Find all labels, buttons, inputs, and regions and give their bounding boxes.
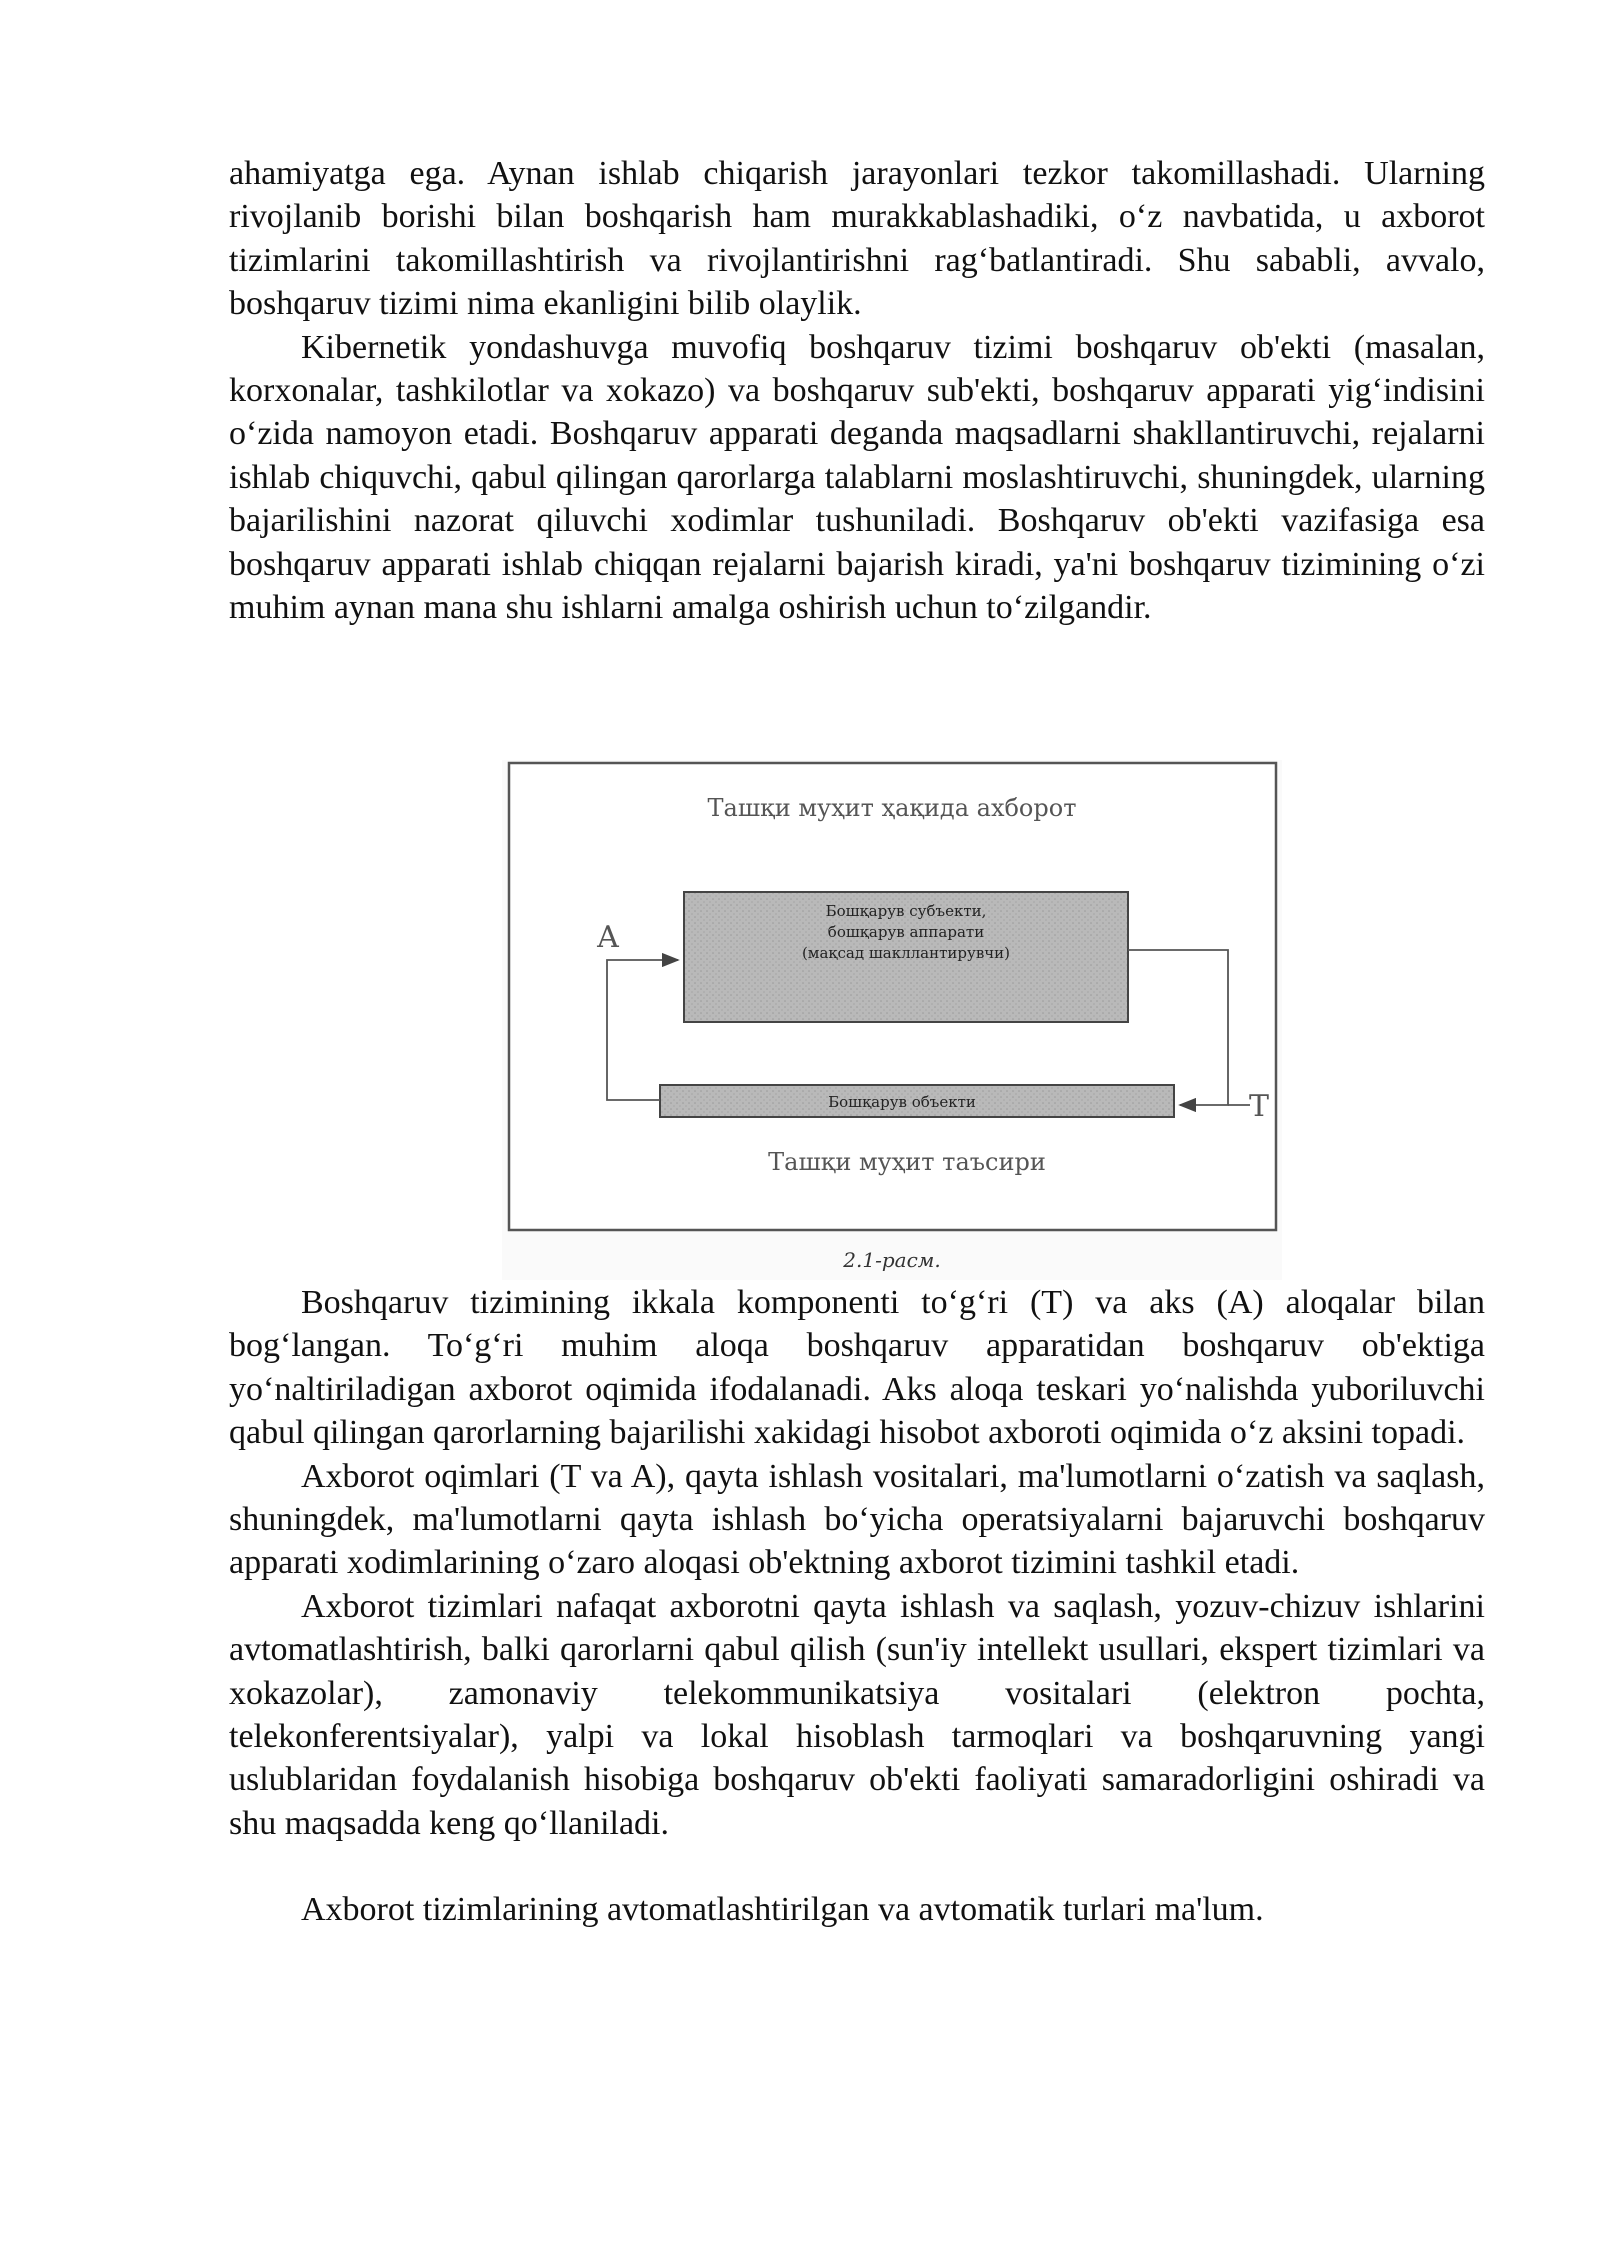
direct-label-t: T (1248, 1089, 1270, 1124)
subject-box-line-2: бошқарув аппарати (827, 923, 985, 941)
external-environment-info-label: Ташқи муҳит ҳақида ахборот (707, 794, 1077, 822)
paragraph: Kibernetik yondashuvga muvofiq boshqaruv tizimi boshqaruv ob'ekti (masalan, korxonalar, tashkilotlar va xokazo) va boshqaruv sub'ekti, boshqaruv apparati yig‘indisini o‘zida namoyon etadi. Boshqaruv apparati deganda maqsadlarni shakllantiruvchi, rejalarni ishlab chiquvchi, qabul qilingan qarorlarga talablarni moslashtiruvchi, shuningdek, ularning bajarilishini nazorat qiluvchi xodimlar tushuniladi. Boshqaruv ob'ekti vazifasiga esa boshqaruv apparati ishlab chiqqan rejalarni bajarish kiradi, ya'ni boshqaruv tizimining o‘zi muhim aynan mana shu ishlarni amalga oshirish uchun to‘zilgandir. (229, 328, 1485, 627)
diagram-canvas (502, 760, 1282, 1250)
paragraph-gap (229, 1845, 1485, 1888)
subject-box-line-3: (мақсад шакллантирувчи) (801, 944, 1011, 962)
feedback-label-a: A (597, 920, 619, 955)
figure-caption: 2.1-расм. (843, 1248, 941, 1272)
paragraph-continued: ahamiyatga ega. Aynan ishlab chiqarish jarayonlari tezkor takomillashadi. Ularning rivojlanib borishi bilan boshqarish ham murakkablashadiki, o‘z navbatida, u axborot tizimlarini takomillashtirish va rivojlantirishni rag‘batlantiradi. Shu sababli, avvalo, boshqaruv tizimi nima ekanligini bilib olaylik. (229, 155, 1485, 323)
text-block-top (229, 152, 1485, 629)
paragraph: Axborot oqimlari (T va A), qayta ishlash vositalari, ma'lumotlarni o‘zatish va saqlash, shuningdek, ma'lumotlarni qayta ishlash bo‘yicha operatsiyalarni bajaruvchi boshqaruv apparati xodimlarining o‘zaro aloqasi ob'ektning axborot tizimini tashkil etadi. (229, 1457, 1485, 1582)
paragraph: Axborot tizimlarining avtomatlashtirilgan va avtomatik turlari ma'lum. (301, 1891, 1264, 1929)
control-system-diagram (502, 760, 1282, 1280)
paragraph: Axborot tizimlari nafaqat axborotni qayta ishlash va saqlash, yozuv-chizuv ishlarini avtomatlashtirish, balki qarorlarni qabul qilish (sun'iy intellekt usullari, ekspert tizimlari va xokazolar), zamonaviy telekommunikatsiya vositalari (elektron pochta, telekonferentsiyalar), yalpi va lokal hisoblash tarmoqlari va boshqaruvning yangi uslublaridan foydalanish hisobiga boshqaruv ob'ekti faoliyati samaradorligini oshiradi va shu maqsadda keng qo‘llaniladi. (229, 1587, 1485, 1842)
paragraph: Boshqaruv tizimining ikkala komponenti to‘g‘ri (T) va aks (A) aloqalar bilan bog‘langan. To‘g‘ri muhim aloqa boshqaruv apparatidan boshqaruv ob'ektiga yo‘naltiriladigan axborot oqimida ifodalanadi. Aks aloqa teskari yo‘nalishda yuboriluvchi qabul qilingan qarorlarning bajarilishi xakidagi hisobot axboroti oqimida o‘z aksini topadi. (229, 1284, 1485, 1452)
external-environment-impact-label: Ташқи муҳит таъсири (768, 1148, 1046, 1176)
text-block-bottom (229, 1281, 1485, 1932)
subject-box-line-1: Бошқарув субъекти, (825, 902, 987, 920)
object-box-label: Бошқарув объекти (828, 1093, 976, 1111)
